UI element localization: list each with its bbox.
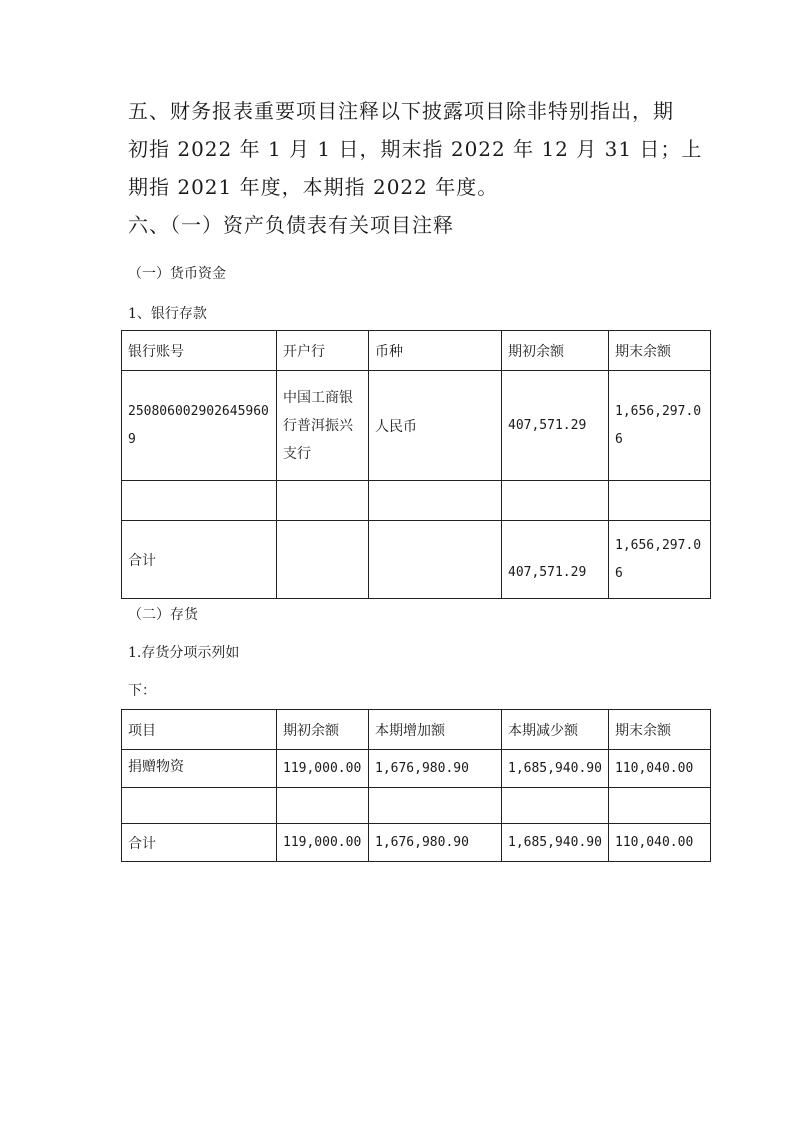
total-label-cell: 合计: [122, 521, 277, 599]
bank-name-cell: 中国工商银行普洱振兴支行: [277, 371, 369, 481]
empty-cell: [122, 788, 277, 824]
empty-cell: [369, 481, 502, 521]
intro-paragraph: [128, 92, 703, 244]
intro-line-1: 五、财务报表重要项目注释以下披露项目除非特别指出，期: [128, 99, 674, 123]
header-cell: 开户行: [277, 331, 369, 371]
table-header-row: [122, 710, 711, 750]
table-row: [122, 788, 711, 824]
intro-line-2: 初指 2022 年 1 月 1 日，期末指 2022 年 12 月 31 日；上: [128, 137, 703, 161]
total-opening-cell: 407,571.29: [502, 521, 609, 599]
table-header-row: [122, 331, 711, 371]
empty-cell: [277, 788, 369, 824]
table-row: [122, 481, 711, 521]
item-name-cell: 捐赠物资: [122, 750, 277, 788]
empty-cell: [502, 788, 609, 824]
header-cell: 期末余额: [609, 710, 711, 750]
header-cell: 本期减少额: [502, 710, 609, 750]
currency-cell: 人民币: [369, 371, 502, 481]
total-increase-cell: 1,676,980.90: [369, 824, 502, 862]
bank-deposit-table: [121, 330, 711, 599]
total-opening-cell: 119,000.00: [277, 824, 369, 862]
decrease-cell: 1,685,940.90: [502, 750, 609, 788]
total-closing-cell: 110,040.00: [609, 824, 711, 862]
opening-balance-cell: 119,000.00: [277, 750, 369, 788]
inventory-subtitle-1: 1.存货分项示列如: [128, 645, 240, 661]
table-row: [122, 371, 711, 481]
header-cell: 期初余额: [502, 331, 609, 371]
increase-cell: 1,676,980.90: [369, 750, 502, 788]
empty-cell: [502, 481, 609, 521]
account-number-cell: 2508060029026459609: [122, 371, 277, 481]
inventory-subtitle-2: 下：: [128, 683, 156, 699]
total-decrease-cell: 1,685,940.90: [502, 824, 609, 862]
header-cell: 期末余额: [609, 331, 711, 371]
closing-balance-cell: 1,656,297.06: [609, 371, 711, 481]
total-closing-cell: 1,656,297.06: [609, 521, 711, 599]
header-cell: 期初余额: [277, 710, 369, 750]
inventory-table: [121, 709, 711, 862]
empty-cell: [609, 481, 711, 521]
empty-cell: [277, 521, 369, 599]
empty-cell: [122, 481, 277, 521]
opening-balance-cell: 407,571.29: [502, 371, 609, 481]
header-cell: 项目: [122, 710, 277, 750]
header-cell: 币种: [369, 331, 502, 371]
bank-deposit-subtitle: 1、银行存款: [128, 306, 207, 322]
intro-line-3: 期指 2021 年度，本期指 2022 年度。: [128, 175, 499, 199]
empty-cell: [609, 788, 711, 824]
closing-balance-cell: 110,040.00: [609, 750, 711, 788]
header-cell: 本期增加额: [369, 710, 502, 750]
empty-cell: [369, 521, 502, 599]
empty-cell: [277, 481, 369, 521]
empty-cell: [369, 788, 502, 824]
table-row: [122, 750, 711, 788]
cash-section-title: （一）货币资金: [128, 266, 226, 282]
total-label-cell: 合计: [122, 824, 277, 862]
total-row: [122, 824, 711, 862]
header-cell: 银行账号: [122, 331, 277, 371]
total-row: [122, 521, 711, 599]
inventory-section-title: （二）存货: [128, 607, 198, 623]
section-heading: 六、（一）资产负债表有关项目注释: [128, 213, 454, 237]
